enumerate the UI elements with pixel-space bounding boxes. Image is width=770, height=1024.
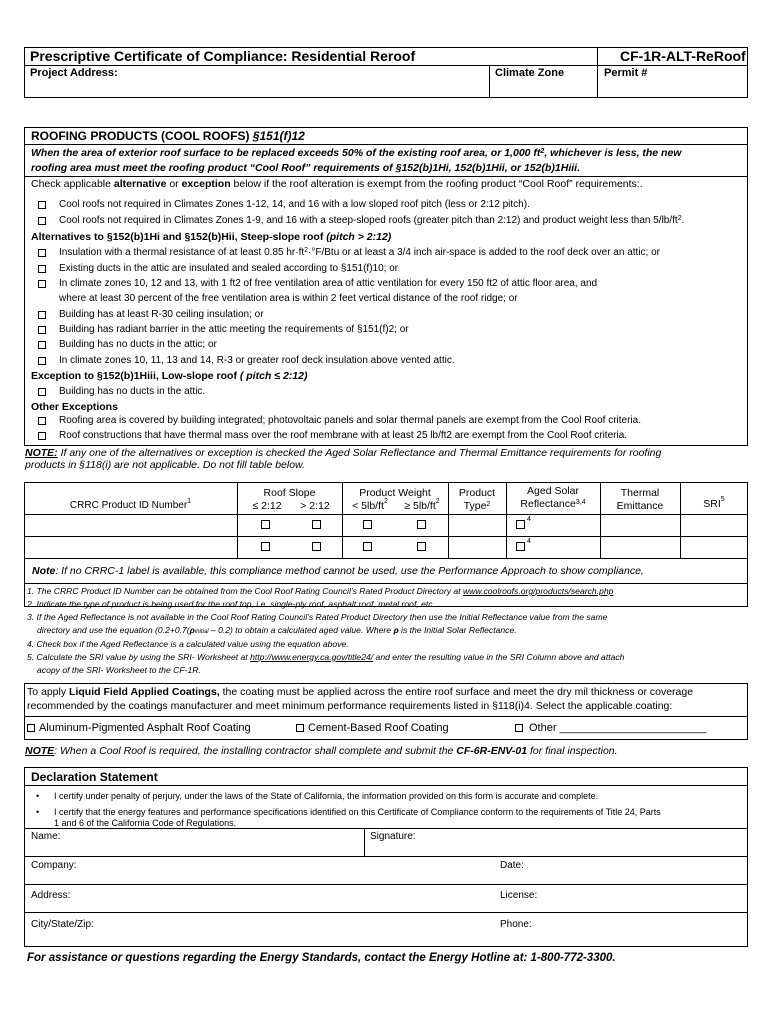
checkbox[interactable]: [38, 432, 46, 440]
coating-option-cement: Cement-Based Roof Coating: [296, 722, 449, 734]
footnote-3: 3. If the Aged Reflectance is not available in the Cool Roof Rating Council’s Rated Product Directory then use the Initial Reflectance value from the same: [27, 612, 608, 622]
weight-high-checkbox[interactable]: [417, 542, 426, 551]
form-id: CF-1R-ALT-ReRoof: [620, 48, 746, 64]
permit-label: Permit #: [604, 67, 648, 79]
checkbox[interactable]: [296, 724, 304, 732]
col-product-type: Product Type$^2$: [458, 487, 496, 512]
coating-option-aluminum: Aluminum-Pigmented Asphalt Roof Coating: [27, 722, 251, 734]
address-field[interactable]: Address:: [31, 890, 71, 901]
slope-high-checkbox[interactable]: [312, 542, 321, 551]
col-weight-low: < $5lb/ft^2$: [352, 498, 388, 512]
calculated-reflectance-checkbox[interactable]: [516, 542, 525, 551]
col-slope-high: > 2:12: [300, 500, 330, 512]
slope-low-checkbox[interactable]: [261, 542, 270, 551]
company-field[interactable]: Company:: [31, 860, 77, 871]
climate-zone-label: Climate Zone: [495, 67, 565, 79]
coolroofs-link[interactable]: www.coolroofs.org/products/search.php: [462, 586, 614, 596]
date-field[interactable]: Date:: [500, 860, 524, 871]
note-alternatives: NOTE: If any one of the alternatives or exception is checked the Aged Solar Reflectance and Thermal Emittance requirements for roofing products in §118(i) are not applicable. Do not fill table below.: [25, 447, 662, 471]
alternatives-heading: Alternatives to §152(b)1Hi and §152(b)Hii, Steep-slope roof (pitch > 2:12): [31, 231, 392, 243]
city-state-zip-field[interactable]: City/State/Zip:: [31, 919, 94, 930]
name-field[interactable]: Name:: [31, 831, 61, 842]
checkbox-footnote: 4: [527, 516, 531, 523]
checkbox[interactable]: [38, 280, 46, 288]
declaration-bullet: •: [36, 791, 40, 801]
checkbox[interactable]: [38, 249, 46, 257]
other-exceptions-heading: Other Exceptions: [31, 401, 118, 413]
checkbox[interactable]: [38, 341, 46, 349]
checkbox[interactable]: [38, 201, 46, 209]
col-sri: SRI$^5$: [703, 496, 725, 510]
roofing-heading: ROOFING PRODUCTS (COOL ROOFS) §151(f)12: [31, 129, 305, 143]
signature-field[interactable]: Signature:: [370, 831, 416, 842]
calculated-reflectance-checkbox[interactable]: [516, 520, 525, 529]
energy-hotline-footer: For assistance or questions regarding the Energy Standards, contact the Energy Hotline at: 1-800-772-3300.: [27, 952, 616, 964]
coating-option-other: Other ________________________: [515, 722, 706, 734]
slope-low-checkbox[interactable]: [261, 520, 270, 529]
declaration-bullet: •: [36, 807, 40, 817]
weight-high-checkbox[interactable]: [417, 520, 426, 529]
weight-low-checkbox[interactable]: [363, 520, 372, 529]
col-weight-high: ≥ $5lb/ft^2$: [404, 498, 440, 512]
license-field[interactable]: License:: [500, 890, 538, 901]
footnote-4: 4. Check box if the Aged Reflectance is a calculated value using the equation above.: [27, 639, 349, 649]
weight-low-checkbox[interactable]: [363, 542, 372, 551]
col-product-weight: Product Weight: [359, 487, 431, 499]
checkbox[interactable]: [38, 326, 46, 334]
col-product-id: CRRC Product ID Number$^1$: [69, 498, 192, 511]
checkbox[interactable]: [38, 357, 46, 365]
note-contractor: NOTE: When a Cool Roof is required, the installing contractor shall complete and submit the CF-6R-ENV-01 for final inspection.: [25, 745, 618, 757]
checkbox[interactable]: [515, 724, 523, 732]
footnote-1: 1. The CRRC Product ID Number can be obtained from the Cool Roof Rating Council’s Rated Product Directory at www.coolroofs.org/products/search.php: [27, 586, 614, 596]
col-aged-reflectance: Aged Solar Reflectance$^{3,4}$: [520, 485, 586, 510]
footnote-3-cont: directory and use the equation (0.2+0.7(ρinitial – 0.2) to obtain a calculated aged value. Where ρ is the Initial Solar Reflectance.: [37, 625, 517, 635]
declaration-text: I certify under penalty of perjury, under the laws of the State of California, the information provided on this form is accurate and complete.: [54, 791, 599, 801]
checkbox[interactable]: [38, 388, 46, 396]
checkbox[interactable]: [38, 265, 46, 273]
slope-high-checkbox[interactable]: [312, 520, 321, 529]
footnote-5: 5. Calculate the SRI value by using the SRI- Worksheet at http://www.energy.ca.gov/title24/ and enter the resulting value in the SRI Column above and attach: [27, 652, 625, 662]
energy-ca-link[interactable]: http://www.energy.ca.gov/title24/: [250, 652, 374, 662]
check-instruction: Check applicable alternative or exception below if the roof alteration is exempt from the roofing product “Cool Roof” requirements:.: [31, 178, 643, 190]
coatings-text: To apply Liquid Field Applied Coatings, the coating must be applied across the entire roof surface and meet the dry mil thickness or coverage recommended by the coatings manufacturer and meet minimum performance requirements listed in §118(i)4. Select the applicable coating:: [27, 686, 694, 712]
col-slope-low: ≤ 2:12: [252, 500, 282, 512]
footnote-2: 2. Indicate the type of product is being used for the roof top, i.e. single-ply roof, asphalt roof, metal roof, etc.: [27, 599, 435, 609]
declaration-text: I certify that the energy features and performance specifications identified on this Certificate of Compliance conform to the requirements of Title 24, Parts 1 and 6 of the California Code of Regulations.: [54, 807, 661, 828]
checkbox[interactable]: [38, 311, 46, 319]
note-crrc-label: Note: If no CRRC-1 label is available, this compliance method cannot be used, use the Performance Approach to show compliance,: [32, 565, 644, 577]
col-thermal-emittance: Thermal Emittance: [616, 487, 664, 512]
checkbox[interactable]: [38, 217, 46, 225]
col-roof-slope: Roof Slope: [263, 487, 316, 499]
form-title: Prescriptive Certificate of Compliance: Residential Reroof: [30, 48, 416, 64]
roofing-intro: When the area of exterior roof surface to be replaced exceeds 50% of the existing roof area, or 1,000 $ft^2$, whichever is less, the new roofing area must meet the roofing product “Cool Roof” requirements of §152(b)1Hi, 152(b)1Hii, or 152(b)1Hiii.: [31, 147, 682, 174]
checkbox[interactable]: [38, 417, 46, 425]
declaration-heading: Declaration Statement: [31, 770, 158, 784]
exception-heading: Exception to §152(b)1Hiii, Low-slope roof ( pitch ≤ 2:12): [31, 370, 308, 382]
project-address-label: Project Address:: [30, 67, 118, 79]
checkbox[interactable]: [27, 724, 35, 732]
footnote-5-cont: acopy of the SRI- Worksheet to the CF-1R.: [37, 665, 201, 675]
phone-field[interactable]: Phone:: [500, 919, 532, 930]
checkbox-footnote: 4: [527, 538, 531, 545]
